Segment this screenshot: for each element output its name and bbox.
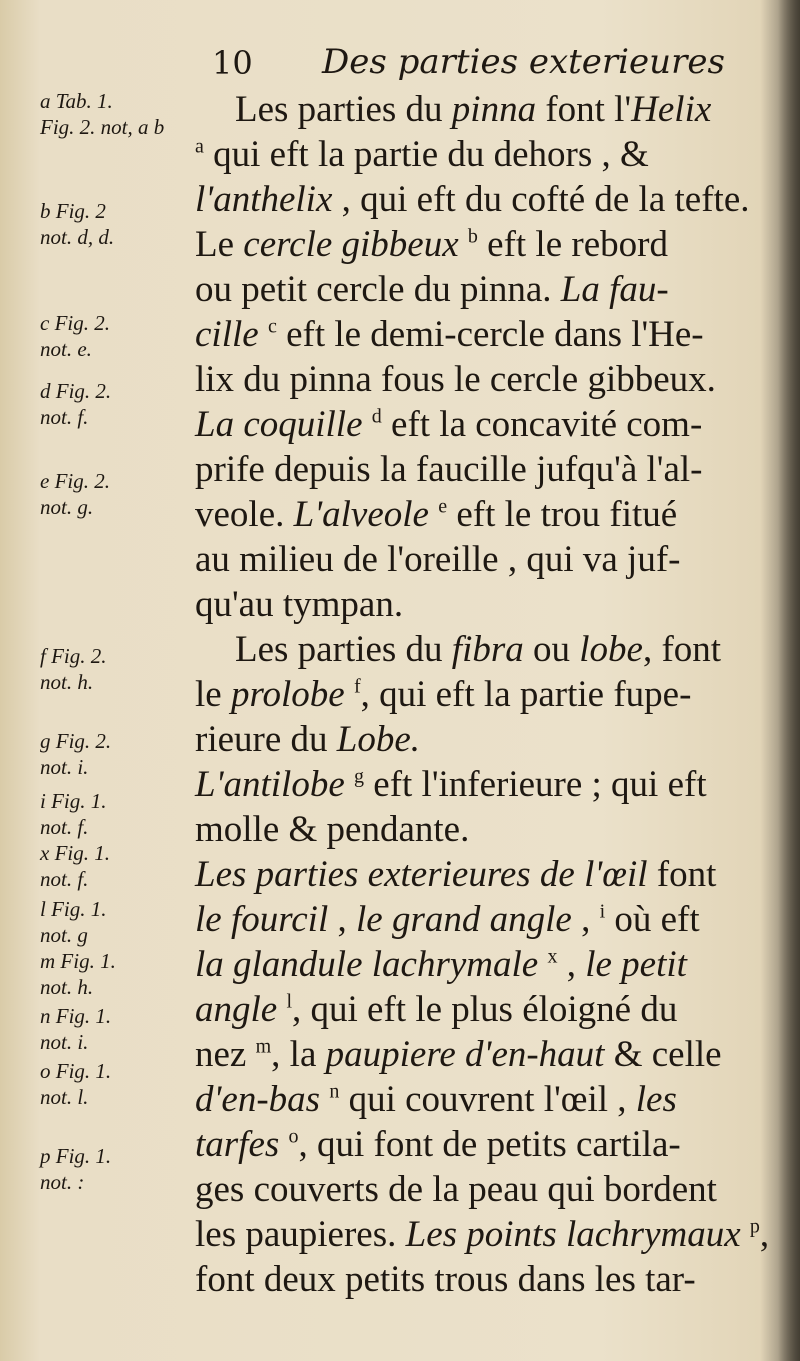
margin-note-target: not. h.: [40, 975, 94, 999]
text-line: [195, 987, 785, 1032]
reference-letter: f: [353, 675, 361, 698]
italic-term: d'en-bas: [195, 1079, 321, 1120]
text-run: ,: [571, 899, 600, 940]
text-run: [741, 1214, 750, 1255]
text-run: eft le demi-cercle dans l'He-: [276, 314, 704, 355]
text-line: [195, 1212, 785, 1257]
text-line: [195, 672, 785, 717]
margin-note-ref: f Fig. 2.: [40, 644, 107, 668]
text-line: [195, 1167, 785, 1212]
italic-term: l'anthelix: [195, 179, 333, 220]
text-line: [195, 582, 785, 627]
text-run: molle & pendante.: [195, 809, 470, 850]
italic-term: la glandule lachrymale: [195, 944, 539, 985]
reference-letter: n: [329, 1080, 340, 1103]
italic-term: cercle gibbeux: [243, 224, 459, 265]
text-line: [195, 177, 785, 222]
text-line: [195, 942, 785, 987]
margin-note-target: not. g: [40, 923, 88, 947]
text-line: [195, 357, 785, 402]
reference-letter: o: [288, 1125, 299, 1148]
text-run: nez: [195, 1034, 256, 1075]
reference-letter: c: [267, 315, 277, 338]
italic-term: le grand angle: [356, 899, 572, 940]
margin-note-target: not. g.: [40, 495, 94, 519]
margin-note-ref: d Fig. 2.: [40, 379, 112, 403]
margin-note-ref: m Fig. 1.: [40, 949, 116, 973]
reference-letter: m: [255, 1035, 272, 1058]
margin-note: [40, 1003, 111, 1055]
margin-note-target: not. h.: [40, 670, 94, 694]
page-header: [212, 40, 772, 90]
italic-term: La coquille: [195, 404, 363, 445]
text-run: ges couverts de la peau qui bordent: [195, 1169, 717, 1210]
margin-note: [40, 468, 110, 520]
text-line: [195, 87, 785, 132]
text-run: & celle: [604, 1034, 722, 1075]
text-run: , font: [642, 629, 722, 670]
text-run: Les parties du: [235, 89, 452, 130]
text-run: Le: [195, 224, 244, 265]
text-run: [345, 764, 354, 805]
text-run: le: [195, 674, 231, 715]
text-run: [259, 314, 268, 355]
text-run: font l': [536, 89, 632, 130]
text-line: [195, 627, 785, 672]
text-run: eft le trou fitué: [447, 494, 678, 535]
margin-note-target: not. d, d.: [40, 225, 115, 249]
reference-letter: i: [599, 900, 606, 923]
text-run: au milieu de l'oreille , qui va juf-: [195, 539, 681, 580]
text-run: veole.: [195, 494, 294, 535]
text-run: prife depuis la faucille jufqu'à l'al-: [195, 449, 703, 490]
page-number: 10: [212, 44, 253, 82]
italic-term: Lobe.: [336, 719, 421, 760]
text-line: [195, 1122, 785, 1167]
text-run: lix du pinna fous le cercle gibbeux.: [195, 359, 716, 400]
text-run: [363, 404, 372, 445]
text-run: , la: [271, 1034, 326, 1075]
italic-term: L'alveole: [293, 494, 429, 535]
margin-note: [40, 840, 110, 892]
italic-term: cille: [195, 314, 259, 355]
text-run: eft la concavité com-: [381, 404, 703, 445]
italic-term: La fau-: [560, 269, 669, 310]
reference-letter: g: [354, 765, 365, 788]
text-run: où eft: [605, 899, 700, 940]
text-run: ou petit cercle du pinna.: [195, 269, 561, 310]
text-run: , qui eft le plus éloigné du: [292, 989, 678, 1030]
italic-term: fibra: [451, 629, 524, 670]
italic-term: pinna: [451, 89, 537, 130]
italic-term: lobe: [579, 629, 643, 670]
margin-note-target: not. f.: [40, 405, 89, 429]
text-line: [195, 222, 785, 267]
body-text: [195, 87, 785, 1302]
margin-note-target: not. :: [40, 1170, 85, 1194]
text-run: eft le rebord: [477, 224, 668, 265]
text-line: [195, 537, 785, 582]
margin-note-target: not. f.: [40, 867, 89, 891]
italic-term: paupiere d'en-haut: [325, 1034, 605, 1075]
text-run: [459, 224, 468, 265]
margin-note-ref: c Fig. 2.: [40, 311, 110, 335]
margin-note: [40, 896, 107, 948]
italic-term: le fourcil: [195, 899, 329, 940]
margin-note-ref: l Fig. 1.: [40, 897, 107, 921]
margin-note: [40, 1058, 111, 1110]
text-run: Les parties du: [235, 629, 452, 670]
text-run: qui eft la partie du dehors , &: [203, 134, 649, 175]
text-run: ,: [759, 1214, 770, 1255]
reference-letter: p: [749, 1215, 760, 1238]
text-run: , qui eft la partie fupe-: [360, 674, 692, 715]
italic-term: Les points lachrymaux: [405, 1214, 741, 1255]
margin-note: [40, 310, 110, 362]
margin-note-ref: x Fig. 1.: [40, 841, 110, 865]
margin-note-ref: b Fig. 2: [40, 199, 106, 223]
text-line: [195, 132, 785, 177]
margin-note-target: Fig. 2. not, a b: [40, 115, 165, 139]
margin-note-target: not. f.: [40, 815, 89, 839]
margin-note-ref: i Fig. 1.: [40, 789, 107, 813]
text-run: qu'au tympan.: [195, 584, 404, 625]
margin-note: [40, 643, 107, 695]
margin-note: [40, 88, 164, 140]
margin-note: [40, 948, 116, 1000]
margin-note-ref: a Tab. 1.: [40, 89, 113, 113]
margin-note: [40, 788, 107, 840]
italic-term: L'antilobe: [195, 764, 345, 805]
margin-note-ref: o Fig. 1.: [40, 1059, 112, 1083]
text-run: ou: [523, 629, 580, 670]
text-line: [195, 267, 785, 312]
text-line: [195, 1032, 785, 1077]
text-run: , qui eft du cofté de la tefte.: [332, 179, 750, 220]
text-run: [429, 494, 438, 535]
reference-letter: l: [286, 990, 293, 1013]
margin-note: [40, 198, 114, 250]
text-run: ,: [557, 944, 586, 985]
text-line: [195, 807, 785, 852]
reference-letter: d: [371, 405, 382, 428]
text-run: rieure du: [195, 719, 337, 760]
margin-note: [40, 1143, 111, 1195]
text-line: [195, 402, 785, 447]
reference-letter: b: [467, 225, 478, 248]
margin-note: [40, 728, 111, 780]
text-run: font: [647, 854, 717, 895]
reference-letter: a: [195, 135, 204, 158]
italic-term: Les parties exterieures de l'œil: [195, 854, 648, 895]
text-line: [195, 1257, 785, 1302]
text-line: [195, 1077, 785, 1122]
reference-letter: x: [547, 945, 558, 968]
text-line: [195, 852, 785, 897]
text-run: [320, 1079, 329, 1120]
italic-term: Helix: [631, 89, 712, 130]
italic-term: tarfes: [195, 1124, 280, 1165]
text-run: qui couvrent l'œil ,: [339, 1079, 636, 1120]
text-line: [195, 492, 785, 537]
margin-note-target: not. e.: [40, 337, 92, 361]
margin-note: [40, 378, 111, 430]
italic-term: le petit: [585, 944, 687, 985]
margin-note-target: not. l.: [40, 1085, 89, 1109]
margin-note-ref: e Fig. 2.: [40, 469, 110, 493]
margin-note-target: not. i.: [40, 755, 89, 779]
italic-term: prolobe: [230, 674, 345, 715]
margin-note-ref: n Fig. 1.: [40, 1004, 112, 1028]
text-run: les paupieres.: [195, 1214, 406, 1255]
italic-term: angle: [195, 989, 278, 1030]
text-line: [195, 897, 785, 942]
text-run: , qui font de petits cartila-: [298, 1124, 681, 1165]
text-run: font deux petits trous dans les tar-: [195, 1259, 696, 1300]
text-run: ,: [328, 899, 356, 940]
text-run: eft l'inferieure ; qui eft: [364, 764, 707, 805]
margin-note-target: not. i.: [40, 1030, 89, 1054]
running-title: Des parties exterieures: [322, 42, 725, 82]
text-line: [195, 717, 785, 762]
text-run: [345, 674, 354, 715]
reference-letter: e: [438, 495, 448, 518]
margin-note-ref: g Fig. 2.: [40, 729, 112, 753]
italic-term: les: [635, 1079, 677, 1120]
text-line: [195, 312, 785, 357]
text-line: [195, 447, 785, 492]
margin-note-ref: p Fig. 1.: [40, 1144, 112, 1168]
text-run: [279, 1124, 288, 1165]
text-line: [195, 762, 785, 807]
